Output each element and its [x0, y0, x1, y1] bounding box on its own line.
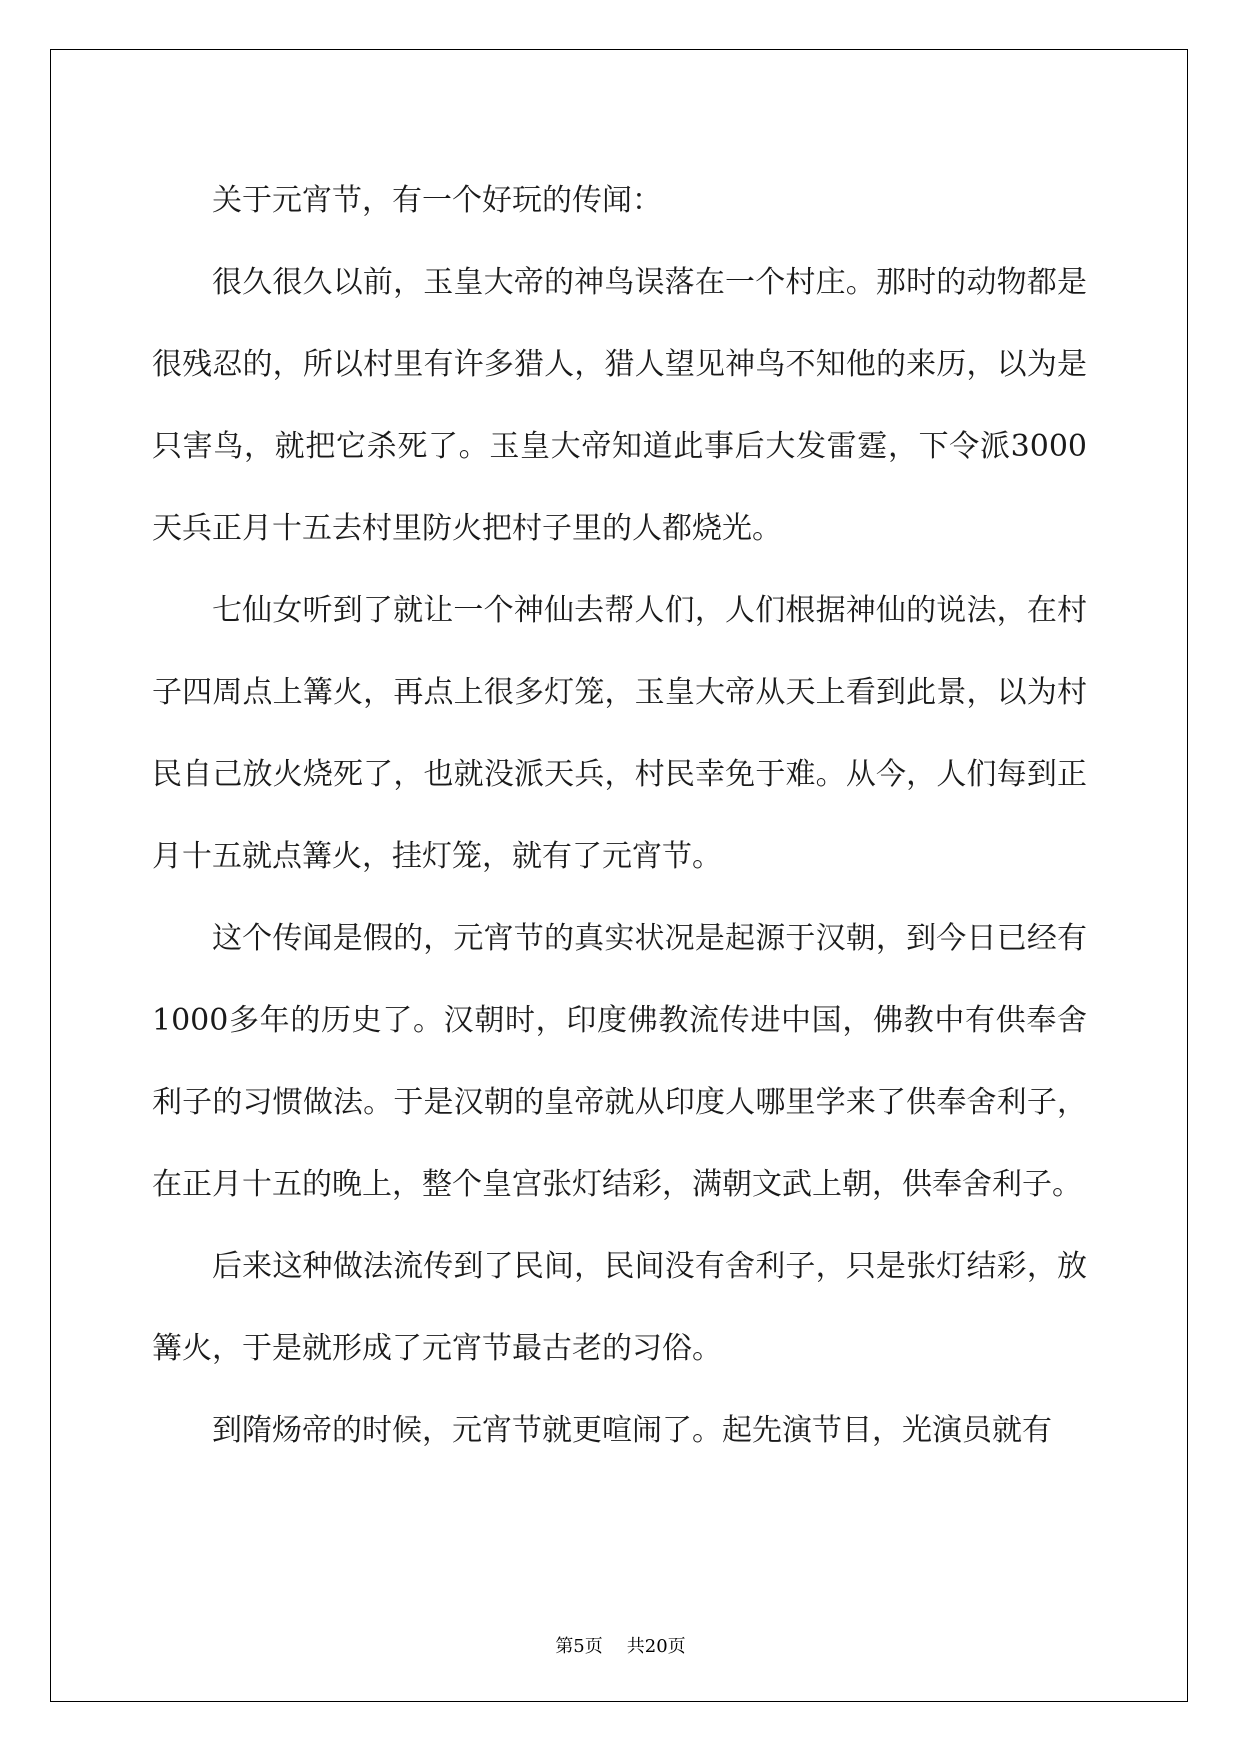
paragraph-5: 后来这种做法流传到了民间，民间没有舍利子，只是张灯结彩，放篝火，于是就形成了元宵节最古老的习俗。	[152, 1249, 1087, 1366]
paragraph-3: 七仙女听到了就让一个神仙去帮人们，人们根据神仙的说法，在村子四周点上篝火，再点上很多灯笼，玉皇大帝从天上看到此景，以为村民自己放火烧死了，也就没派天兵，村民幸免于难。从今，人们每到正月十五就点篝火，挂灯笼，就有了元宵节。	[152, 593, 1087, 874]
page-number-current: 第5页	[555, 1636, 603, 1657]
paragraph-2: 很久很久以前，玉皇大帝的神鸟误落在一个村庄。那时的动物都是很残忍的，所以村里有许多猎人，猎人望见神鸟不知他的来历，以为是只害鸟，就把它杀死了。玉皇大帝知道此事后大发雷霆，下令派3000天兵正月十五去村里防火把村子里的人都烧光。	[152, 265, 1087, 546]
paragraph-1: 关于元宵节，有一个好玩的传闻：	[212, 183, 662, 218]
page-number-total: 共20页	[626, 1636, 686, 1657]
page-footer	[0, 1632, 1241, 1658]
paragraph-4: 这个传闻是假的，元宵节的真实状况是起源于汉朝，到今日已经有1000多年的历史了。汉朝时，印度佛教流传进中国，佛教中有供奉舍利子的习惯做法。于是汉朝的皇帝就从印度人哪里学来了供奉舍利子，在正月十五的晚上，整个皇宫张灯结彩，满朝文武上朝，供奉舍利子。	[152, 921, 1087, 1202]
document-body	[152, 160, 1087, 1472]
paragraph-6: 到隋炀帝的时候，元宵节就更喧闹了。起先演节目，光演员就有	[212, 1413, 1052, 1448]
